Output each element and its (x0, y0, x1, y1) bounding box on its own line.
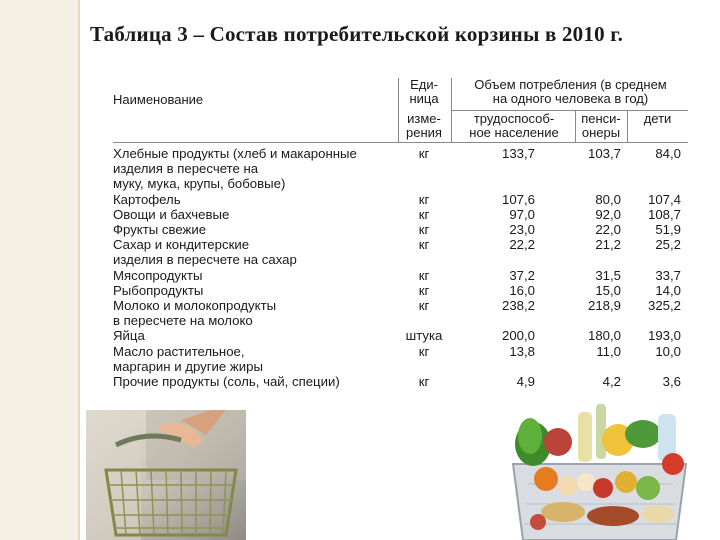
row-unit: кг (418, 222, 430, 237)
row-working: 4,9 (516, 374, 535, 389)
row-pensioners: 180,0 (587, 328, 621, 344)
row-unit: кг (418, 146, 430, 161)
row-name: Хлебные продукты (хлеб и макаронные (113, 146, 357, 161)
row-name: изделия в пересчете на (113, 161, 259, 177)
row-name: в пересчете на молоко (113, 313, 253, 329)
row-name: муку, мука, крупы, бобовые) (113, 176, 286, 192)
row-pensioners: 11,0 (596, 343, 621, 359)
header-working-line1: трудоспособ- (473, 111, 555, 126)
row-pensioners: 22,0 (595, 222, 621, 237)
header-working-line2: ное население (469, 125, 559, 140)
row-pensioners: 21,2 (595, 237, 621, 253)
row-children: 325,2 (647, 298, 681, 313)
row-children: 33,7 (655, 267, 681, 283)
row-working: 107,6 (501, 191, 535, 207)
row-children: 14,0 (655, 282, 681, 298)
row-children: 25,2 (655, 237, 681, 253)
grid-line (113, 142, 688, 143)
header-unit (398, 78, 450, 140)
row-name: маргарин и другие жиры (113, 358, 263, 374)
row-name: Яйца (113, 328, 145, 344)
header-pensioners-line1: пенси- (581, 111, 621, 126)
grid-line (575, 111, 576, 142)
row-name: Мясопродукты (113, 267, 203, 283)
row-working: 238,2 (501, 298, 535, 313)
row-unit: кг (418, 374, 430, 389)
row-name: Прочие продукты (соль, чай, специи) (113, 374, 340, 389)
slide-title: Таблица 3 – Состав потребительской корзины в 2010 г. (90, 22, 624, 46)
row-pensioners: 92,0 (595, 206, 621, 222)
row-working: 13,8 (509, 343, 535, 359)
row-working: 200,0 (501, 328, 535, 344)
row-name: Молоко и молокопродукты (113, 298, 277, 313)
row-name: Фрукты свежие (113, 222, 207, 237)
row-name: Рыбопродукты (113, 282, 204, 298)
row-name: Овощи и бахчевые (113, 206, 230, 222)
row-working: 16,0 (509, 282, 535, 298)
header-unit-line2: ница (409, 91, 439, 106)
row-working: 23,0 (509, 222, 535, 237)
row-pensioners: 218,9 (587, 298, 621, 313)
row-unit: штука (405, 328, 443, 344)
row-pensioners: 80,0 (595, 191, 621, 207)
row-unit: кг (418, 237, 430, 253)
row-unit: кг (418, 298, 430, 313)
row-name: Сахар и кондитерские (113, 237, 250, 253)
consumer-basket-table (113, 78, 688, 390)
header-unit-line1: Еди- (410, 77, 438, 92)
row-working: 133,7 (501, 146, 535, 161)
header-unit-line4: рения (406, 125, 442, 140)
row-name: Картофель (113, 191, 181, 207)
row-children: 3,6 (662, 374, 681, 389)
header-unit-line3: изме- (407, 111, 441, 126)
grid-line (627, 111, 628, 142)
row-unit: кг (418, 191, 430, 207)
header-pensioners (575, 112, 627, 140)
row-working: 37,2 (509, 267, 535, 283)
row-name: изделия в пересчете на сахар (113, 252, 297, 268)
left-decor-line (78, 0, 80, 540)
row-unit: кг (418, 206, 430, 222)
row-unit: кг (418, 282, 430, 298)
header-volume-line1: Объем потребления (в среднем (474, 77, 667, 92)
header-volume-line2: на одного человека в год) (492, 91, 649, 106)
grid-line (451, 110, 688, 111)
row-children: 84,0 (655, 146, 681, 161)
left-decor-bar (0, 0, 78, 540)
row-pensioners: 103,7 (587, 146, 621, 161)
row-working: 22,2 (509, 237, 535, 253)
row-children: 107,4 (647, 191, 681, 207)
row-unit: кг (418, 267, 430, 283)
row-children: 193,0 (647, 328, 681, 344)
row-children: 10,0 (655, 343, 681, 359)
header-volume (453, 78, 688, 106)
header-working (453, 112, 575, 140)
row-children: 51,9 (655, 222, 681, 237)
row-pensioners: 31,5 (595, 267, 621, 283)
header-pensioners-line2: онеры (581, 125, 621, 140)
row-pensioners: 4,2 (602, 374, 621, 389)
row-working: 97,0 (509, 206, 535, 222)
row-name: Масло растительное, (113, 343, 245, 359)
food-basket-photo (508, 404, 690, 540)
row-unit: кг (418, 343, 430, 359)
grid-line (398, 78, 399, 142)
header-name: Наименование (113, 92, 204, 107)
header-children: дети (643, 111, 672, 126)
row-pensioners: 15,0 (595, 282, 621, 298)
row-children: 108,7 (647, 206, 681, 222)
shopping-basket-photo (86, 410, 246, 540)
